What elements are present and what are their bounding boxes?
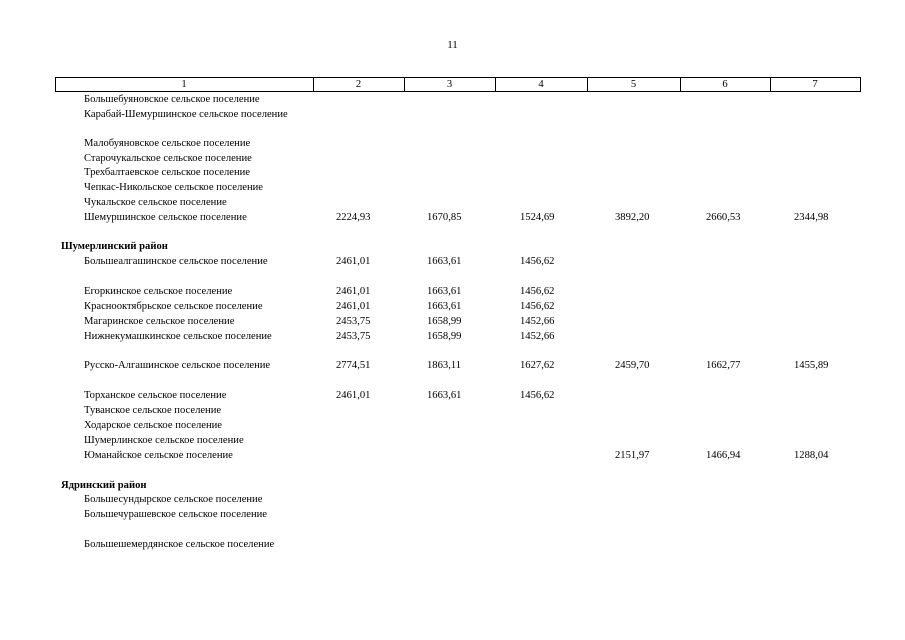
value-col-3: 1863,11 [427, 360, 462, 371]
value-col-3: 1663,61 [427, 286, 462, 297]
table-row [0, 137, 905, 151]
table-row [0, 359, 905, 373]
value-col-5: 2151,97 [615, 450, 650, 461]
settlement-name: Карабай-Шемуршинское сельское поселение [84, 109, 288, 120]
settlement-name: Русско-Алгашинское сельское поселение [84, 360, 271, 371]
settlement-name: Большебуяновское сельское поселение [84, 94, 260, 105]
value-col-2: 2774,51 [336, 360, 371, 371]
settlement-name: Юманайское сельское поселение [84, 450, 233, 461]
table-row [0, 315, 905, 329]
value-col-7: 1288,04 [794, 450, 829, 461]
settlement-name: Большешемердянское сельское поселение [84, 539, 275, 550]
header-column-separator [860, 77, 861, 91]
table-row [0, 285, 905, 299]
value-col-3: 1663,61 [427, 301, 462, 312]
value-col-4: 1627,62 [520, 360, 555, 371]
value-col-3: 1670,85 [427, 212, 462, 223]
settlement-name: Торханское сельское поселение [84, 390, 227, 401]
table-row [0, 93, 905, 107]
table-row [0, 108, 905, 122]
value-col-6: 1662,77 [706, 360, 741, 371]
table-row [0, 538, 905, 552]
page-number: 11 [447, 39, 458, 51]
value-col-7: 2344,98 [794, 212, 829, 223]
table-row [0, 196, 905, 210]
settlement-name: Чепкас-Никольское сельское поселение [84, 182, 263, 193]
district-row [0, 240, 905, 254]
settlement-name: Трехбалтаевское сельское поселение [84, 167, 251, 178]
table-row [0, 419, 905, 433]
settlement-name: Большеалгашинское сельское поселение [84, 256, 268, 267]
value-col-4: 1524,69 [520, 212, 555, 223]
settlement-name: Туванское сельское поселение [84, 405, 222, 416]
value-col-2: 2461,01 [336, 286, 371, 297]
settlement-name: Егоркинское сельское поселение [84, 286, 233, 297]
value-col-5: 2459,70 [615, 360, 650, 371]
table-row [0, 434, 905, 448]
header-col-4: 4 [538, 79, 544, 90]
value-col-3: 1663,61 [427, 390, 462, 401]
value-col-4: 1452,66 [520, 316, 555, 327]
table-row [0, 166, 905, 180]
table-row [0, 255, 905, 269]
table-row [0, 404, 905, 418]
district-name: Шумерлинский район [61, 241, 168, 252]
settlement-name: Шемуршинское сельское поселение [84, 212, 247, 223]
settlement-name: Нижнекумашкинское сельское поселение [84, 331, 272, 342]
table-row [0, 211, 905, 225]
settlement-name: Старочукальское сельское поселение [84, 153, 252, 164]
district-row [0, 479, 905, 493]
settlement-name: Магаринское сельское поселение [84, 316, 235, 327]
value-col-4: 1456,62 [520, 286, 555, 297]
table-row [0, 449, 905, 463]
header-col-3: 3 [446, 79, 453, 90]
settlement-name: Большесундырское сельское поселение [84, 494, 263, 505]
settlement-name: Чукальское сельское поселение [84, 197, 227, 208]
value-col-3: 1663,61 [427, 256, 462, 267]
table-row [0, 181, 905, 195]
settlement-name: Краснооктябрьское сельское поселение [84, 301, 263, 312]
settlement-name: Большечурашевское сельское поселение [84, 509, 267, 520]
table-row [0, 300, 905, 314]
header-col-7: 7 [812, 79, 818, 90]
value-col-2: 2453,75 [336, 316, 371, 327]
value-col-4: 1452,66 [520, 331, 555, 342]
value-col-2: 2453,75 [336, 331, 371, 342]
table-row [0, 508, 905, 522]
value-col-4: 1456,62 [520, 390, 555, 401]
district-name: Ядринский район [61, 480, 147, 491]
value-col-7: 1455,89 [794, 360, 829, 371]
value-col-6: 1466,94 [706, 450, 741, 461]
value-col-3: 1658,99 [427, 316, 462, 327]
table-row [0, 152, 905, 166]
value-col-3: 1658,99 [427, 331, 462, 342]
header-col-5: 5 [630, 79, 637, 90]
header-col-2: 2 [355, 79, 362, 90]
table-row [0, 389, 905, 403]
value-col-2: 2461,01 [336, 256, 371, 267]
settlement-name: Шумерлинское сельское поселение [84, 435, 244, 446]
value-col-2: 2461,01 [336, 301, 371, 312]
settlement-name: Ходарское сельское поселение [84, 420, 222, 431]
value-col-6: 2660,53 [706, 212, 741, 223]
header-col-1: 1 [181, 79, 187, 90]
settlement-name: Малобуяновское сельское поселение [84, 138, 251, 149]
value-col-4: 1456,62 [520, 301, 555, 312]
header-col-6: 6 [722, 79, 728, 90]
value-col-2: 2461,01 [336, 390, 371, 401]
table-row [0, 330, 905, 344]
value-col-5: 3892,20 [615, 212, 650, 223]
value-col-4: 1456,62 [520, 256, 555, 267]
table-header-bottom-rule [55, 91, 861, 92]
table-row [0, 493, 905, 507]
value-col-2: 2224,93 [336, 212, 371, 223]
